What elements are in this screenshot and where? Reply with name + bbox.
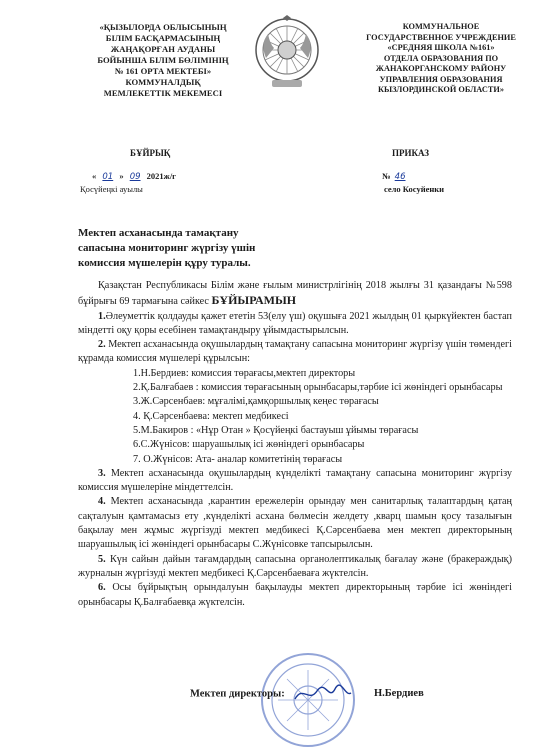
document-body — [78, 279, 512, 610]
order-number-value: 46 — [394, 172, 406, 182]
header-right-line: ГОСУДАРСТВЕННОЕ УЧРЕЖДЕНИЕ — [366, 32, 516, 42]
paragraph-4 — [78, 495, 512, 552]
title-line: комиссия мүшелерін құру туралы. — [78, 257, 251, 269]
date-day: 01 — [102, 172, 114, 182]
member-item: 1.Н.Бердиев: комиссия төрағасы,мектеп директоры — [133, 367, 356, 379]
paragraph-text: Мектеп асханасында ,карантин ережелерін орындау мен санитарлық талаптардың қатаң сақталуын қамтамасыз ету ,күнделікті асхана бөлмесін желдету ,кварц шамын қосу тазалығын бақылау мен жұмыс жүргізуді мектеп медбикесі Қ.Сәрсенбаева мен мектеп директорының шаруашылық ісі жөніндегі орынбасары С.Жүнісовке тапсырылсын. — [78, 496, 512, 551]
paragraph-number: 1. — [98, 310, 106, 322]
header-right-line: КОММУНАЛЬНОЕ — [402, 22, 480, 31]
order-number-prefix: № — [382, 171, 391, 181]
paragraph-number: 2. — [98, 339, 106, 351]
header-left-line: КОММУНАЛДЫҚ — [125, 77, 201, 87]
paragraph-6 — [78, 581, 512, 610]
order-date — [92, 171, 176, 182]
paragraph-number: 6. — [98, 582, 106, 594]
header-right-line: КЫЗЛОРДИНСКОЙ ОБЛАСТИ» — [377, 85, 504, 94]
member-item: 2.Қ.Балғабаев : комиссия төрағасының орынбасары,тәрбие ісі жөніндегі орынбасары — [133, 382, 503, 394]
header-left-org — [78, 22, 248, 99]
header-left-line: № 161 ОРТА МЕКТЕБІ» — [114, 66, 212, 76]
header-right-line: «СРЕДНЯЯ ШКОЛА №161» — [387, 43, 495, 52]
place-kz: Қосүйеңкі ауылы — [80, 184, 143, 194]
date-month: 09 — [129, 172, 141, 182]
header-left-line: БІЛІМ БАСҚАРМАСЫНЫҢ — [105, 33, 221, 43]
paragraph-3 — [78, 467, 512, 496]
date-close-quote: » — [119, 171, 124, 181]
document-title — [78, 226, 338, 271]
header-left-line: ЖАҢАҚОРҒАН АУДАНЫ — [110, 44, 216, 54]
paragraph-text: Осы бұйрықтың орындалуын бақылауды мектеп директорының тәрбие ісі жөніндегі орынбасары Қ.Балғабаевқа жүктелсін. — [78, 582, 512, 608]
member-item: 3.Ж.Сәрсенбаев: мұғалімі,қамқоршылық кеңес төрағасы — [133, 396, 379, 408]
title-line: Мектеп асханасында тамақтану — [78, 227, 239, 239]
order-number — [382, 171, 418, 182]
title-line: сапасына мониторинг жүргізу үшін — [78, 242, 256, 254]
place-ru: село Косуйенки — [384, 184, 445, 194]
member-item: 5.М.Бакиров : «Нұр Отан » Қосүйеңкі бастауыш ұйымы төрағасы — [133, 424, 419, 436]
paragraph-5 — [78, 553, 512, 582]
paragraph-1 — [78, 310, 512, 339]
header-left-line: «ҚЫЗЫЛОРДА ОБЛЫСЫНЫҢ — [99, 22, 227, 32]
header-right-line: ЖАНАКОРГАНСКОМУ РАЙОНУ — [375, 64, 507, 73]
header-right-line: ОТДЕЛА ОБРАЗОВАНИЯ ПО — [383, 53, 499, 63]
member-item: 6.С.Жүнісов: шаруашылық ісі жөніндегі орынбасары — [133, 439, 365, 451]
paragraph-text: Мектеп асханасында оқушылардың тамақтану сапасына мониторинг жүргізу үшін төмендегі құрамда комиссия мүшелері құрылсын: — [78, 339, 513, 365]
state-emblem-icon — [252, 14, 322, 92]
intro-text: Қазақстан Республикасы Білім және ғылым министрлігінің 2018 жылғы 31 қазандағы №598 бұйрығы 69 тармағына сәйкес — [78, 280, 512, 308]
intro-paragraph — [78, 279, 512, 310]
paragraph-number: 5. — [98, 553, 106, 565]
date-open-quote: « — [92, 171, 97, 181]
signature-name: Н.Бердиев — [373, 688, 424, 700]
paragraph-number: 3. — [98, 467, 106, 479]
handwritten-signature-icon — [293, 683, 353, 705]
date-year: 2021ж/г — [146, 171, 177, 181]
paragraph-2 — [78, 338, 512, 367]
header-right-line: УПРАВЛЕНИЯ ОБРАЗОВАНИЯ — [379, 74, 503, 84]
intro-emphasis: БҰЙЫРАМЫН — [211, 293, 297, 308]
signature-role: Мектеп директоры: — [190, 688, 285, 700]
member-item: 7. О.Жүнісов: Ата- аналар комитетінің төрағасы — [133, 453, 343, 465]
paragraph-number: 4. — [98, 496, 106, 508]
signature-block — [190, 683, 490, 705]
header-left-line: МЕМЛЕКЕТТІК МЕКЕМЕСІ — [103, 88, 223, 98]
member-item: 4. Қ.Сәрсенбаева: мектеп медбикесі — [133, 410, 289, 422]
order-label-ru: ПРИКАЗ — [392, 148, 430, 158]
paragraph-text: Күн сайын дайын тағамдардың сапасына органолептикалық бағалау және (бракераждық) журналын жүргізуді мектеп медбикесі Қ.Сәрсенбаеваға жүктелсін. — [78, 553, 513, 579]
order-label-kz: БҰЙРЫҚ — [130, 148, 171, 158]
header-left-line: БОЙЫНША БІЛІМ БӨЛІМІНІҢ — [97, 55, 229, 65]
paragraph-text: Мектеп асханасында оқушылардың күнделікті тамақтану сапасына мониторинг жүргізу комиссия мүшелеріне міндеттелсін. — [78, 467, 513, 494]
paragraph-text: Әлеуметтік қолдауды қажет ететін 53(елу үш) оқушыға 2021 жылдың 01 қыркүйектен бастап міндетті оқу қоры есебінен тамақтандыру ұйымдастырылсын. — [78, 310, 512, 336]
header-right-org — [348, 22, 534, 96]
